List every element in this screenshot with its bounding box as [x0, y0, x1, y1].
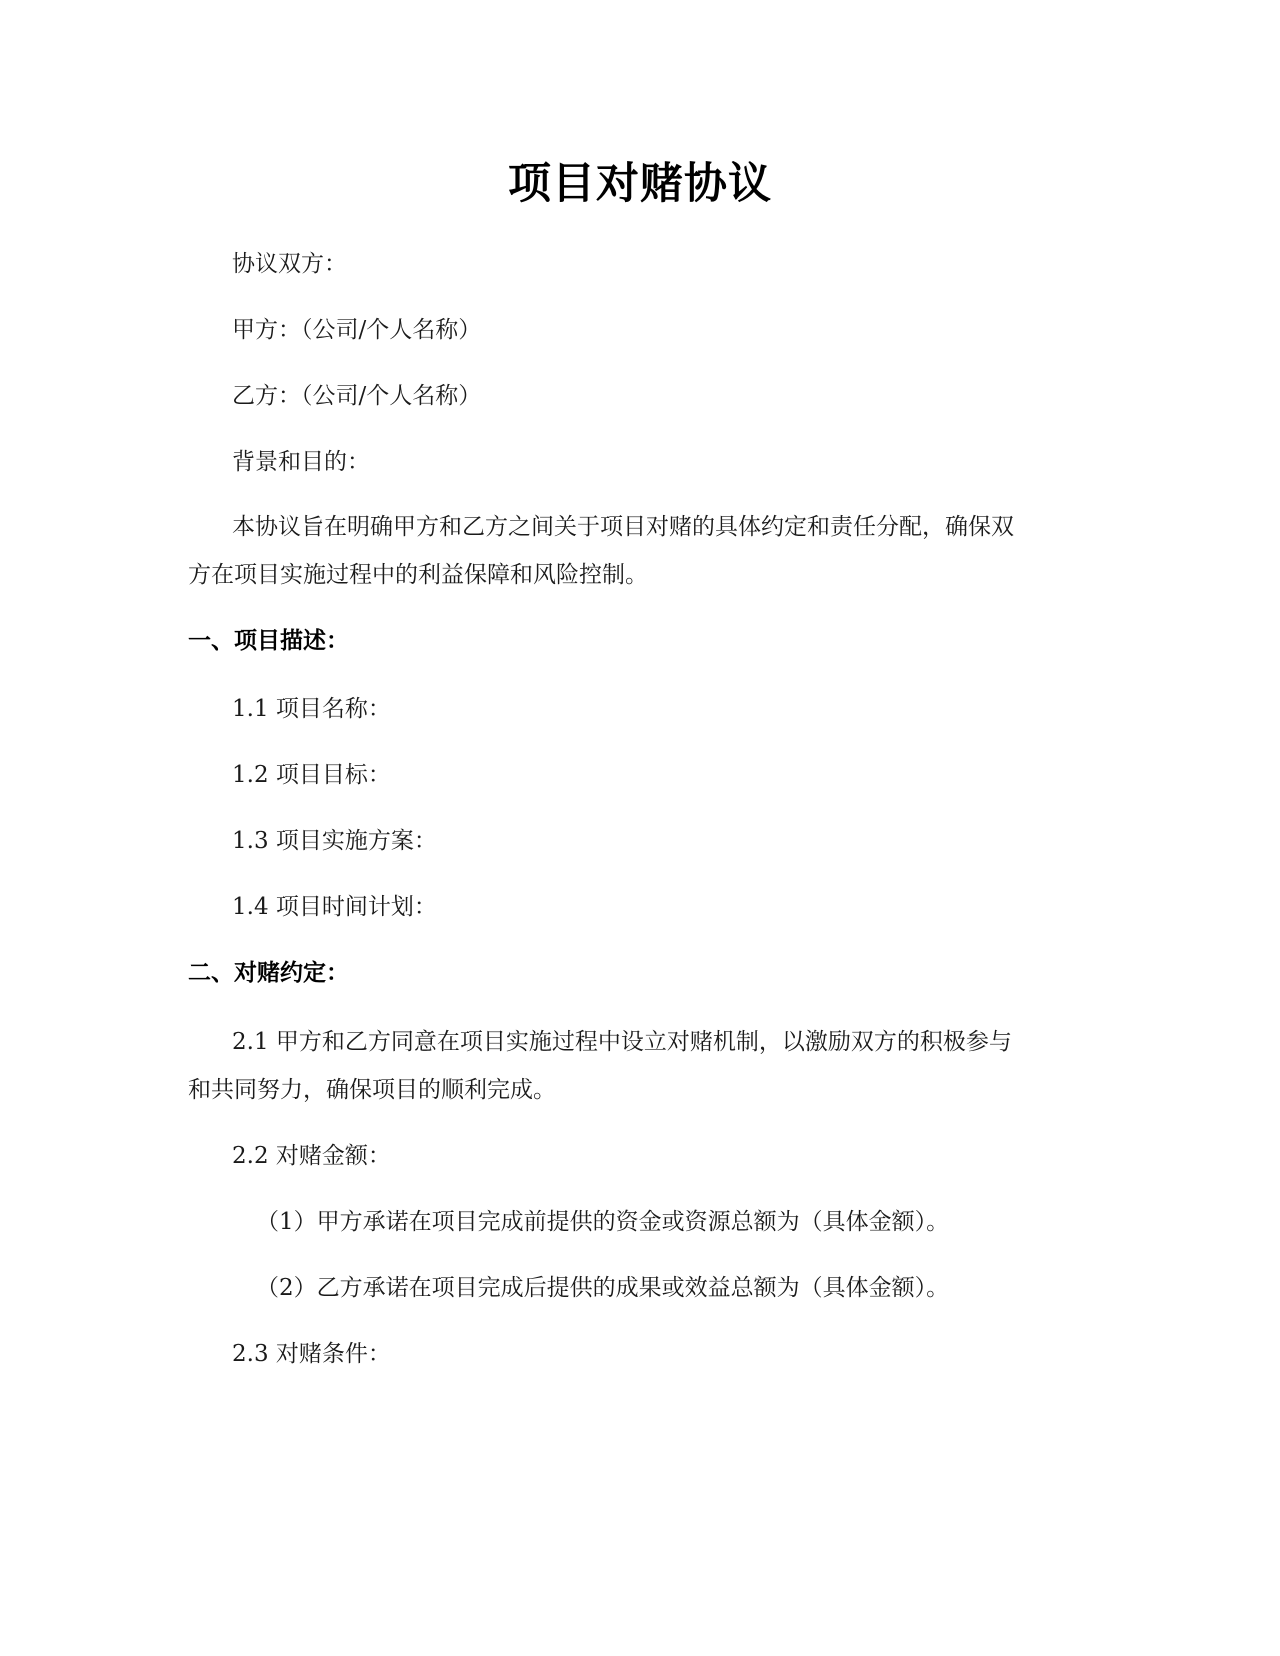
item-2-2: 2.2 对赌金额： — [232, 1143, 391, 1169]
item-2-1-line1: 2.1 甲方和乙方同意在项目实施过程中设立对赌机制，以激励双方的积极参与 — [232, 1029, 1012, 1055]
item-2-2-sub2: （2）乙方承诺在项目完成后提供的成果或效益总额为（具体金额）。 — [256, 1275, 950, 1301]
section2-heading: 二、对赌约定： — [188, 960, 349, 986]
section1-item: 1.1 项目名称： — [232, 696, 391, 722]
party-b: 乙方：（公司/个人名称） — [232, 383, 482, 409]
background-text-line2: 方在项目实施过程中的利益保障和风险控制。 — [188, 562, 648, 588]
party-a: 甲方：（公司/个人名称） — [232, 317, 482, 343]
background-text-line1: 本协议旨在明确甲方和乙方之间关于项目对赌的具体约定和责任分配，确保双 — [232, 514, 1014, 540]
section1-item: 1.4 项目时间计划： — [232, 894, 437, 920]
item-2-3: 2.3 对赌条件： — [232, 1341, 391, 1367]
item-2-2-sub1: （1）甲方承诺在项目完成前提供的资金或资源总额为（具体金额）。 — [256, 1209, 950, 1235]
section1-item: 1.3 项目实施方案： — [232, 828, 437, 854]
parties-label: 协议双方： — [232, 251, 347, 277]
section1-heading: 一、项目描述： — [188, 628, 349, 654]
background-label: 背景和目的： — [232, 449, 370, 475]
document-title: 项目对赌协议 — [508, 159, 772, 209]
section1-item: 1.2 项目目标： — [232, 762, 391, 788]
item-2-1-line2: 和共同努力，确保项目的顺利完成。 — [188, 1077, 556, 1103]
